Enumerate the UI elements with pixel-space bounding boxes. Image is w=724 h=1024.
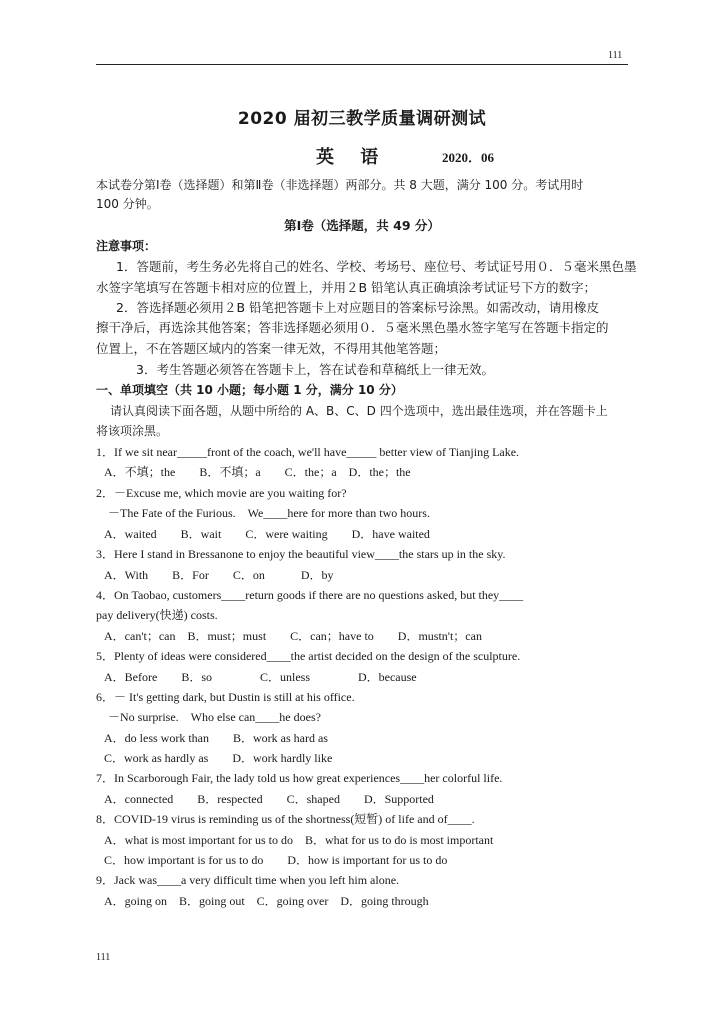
question-2-reply: －The Fate of the Furious. We____here for more than two hours. bbox=[108, 506, 430, 520]
intro-line-1: 本试卷分第Ⅰ卷（选择题）和第Ⅱ卷（非选择题）两部分。共 8 大题，满分 100 分。考试用时 bbox=[96, 178, 584, 192]
exam-date: 2020．06 bbox=[442, 150, 495, 165]
question-6-options-2: C．work as hardly as D．work hardly like bbox=[104, 751, 333, 765]
footer-page-number: 111 bbox=[96, 952, 111, 963]
question-2: 2．－Excuse me, which movie are you waiting for? bbox=[96, 486, 347, 500]
question-6: 6．－ It's getting dark, but Dustin is still at his office. bbox=[96, 690, 355, 704]
question-6-reply: －No surprise. Who else can____he does? bbox=[108, 710, 321, 724]
question-4-continued: pay delivery(快递) costs. bbox=[96, 608, 218, 622]
exam-title: 2020 届初三教学质量调研测试 bbox=[237, 109, 487, 129]
question-5-options: A．Before B．so C．unless D．because bbox=[104, 670, 417, 684]
notice-line-1: 1．答题前，考生务必先将自己的姓名、学校、考场号、座位号、考试证号用０．５毫米黑色墨 bbox=[116, 259, 637, 274]
question-6-options-1: A．do less work than B．work as hard as bbox=[104, 731, 328, 745]
question-7: 7．In Scarborough Fair, the lady told us how great experiences____her colorful life. bbox=[96, 771, 503, 785]
question-4-options: A．can't；can B．must；must C．can；have to D．mustn't；can bbox=[104, 629, 482, 643]
question-7-options: A．connected B．respected C．shaped D．Supported bbox=[104, 792, 434, 806]
intro-line-2: 100 分钟。 bbox=[96, 197, 159, 211]
question-1-options: A．不填；the B．不填；a C．the；a D．the；the bbox=[104, 465, 411, 479]
notice-line-5: 位置上，不在答题区域内的答案一律无效，不得用其他笔答题； bbox=[96, 341, 447, 356]
question-3: 3．Here I stand in Bressanone to enjoy the beautiful view____the stars up in the sky. bbox=[96, 547, 506, 561]
section1-instruction-2: 将该项涂黑。 bbox=[96, 424, 169, 438]
question-2-options: A．waited B．wait C．were waiting D．have waited bbox=[104, 527, 430, 541]
notice-line-6: 3．考生答题必须答在答题卡上，答在试卷和草稿纸上一律无效。 bbox=[136, 362, 494, 377]
question-3-options: A．With B．For C．on D．by bbox=[104, 568, 334, 582]
subject-title: 英 语 bbox=[316, 147, 389, 168]
header-rule bbox=[96, 64, 628, 65]
section1-instruction-1: 请认真阅读下面各题，从题中所给的 A、B、C、D 四个选项中，选出最佳选项，并在答题卡上 bbox=[110, 404, 608, 418]
question-1: 1．If we sit near_____front of the coach, we'll have_____ better view of Tianjing Lake. bbox=[96, 445, 520, 459]
section1-title: 一、单项填空（共 10 小题；每小题 1 分，满分 10 分） bbox=[96, 383, 403, 397]
question-8: 8．COVID-19 virus is reminding us of the shortness(短暂) of life and of____. bbox=[96, 812, 475, 826]
part1-title: 第Ⅰ卷（选择题，共 49 分） bbox=[284, 218, 440, 233]
question-9: 9．Jack was____a very difficult time when you left him alone. bbox=[96, 873, 400, 887]
question-8-options-1: A．what is most important for us to do B．what for us to do is most important bbox=[104, 833, 494, 847]
notice-line-4: 擦干净后，再选涂其他答案；答非选择题必须用０．５毫米黑色墨水签字笔写在答题卡指定的 bbox=[96, 320, 609, 335]
question-5: 5．Plenty of ideas were considered____the artist decided on the design of the sculpture. bbox=[96, 649, 521, 663]
question-4: 4．On Taobao, customers____return goods if there are no questions asked, but they____ bbox=[96, 588, 524, 602]
question-9-options: A．going on B．going out C．going over D．going through bbox=[104, 894, 429, 908]
notice-line-2: 水签字笔填写在答题卡相对应的位置上，并用２B 铅笔认真正确填涂考试证号下方的数字； bbox=[96, 280, 597, 295]
question-8-options-2: C．how important is for us to do D．how is important for us to do bbox=[104, 853, 448, 867]
notice-title: 注意事项： bbox=[96, 239, 157, 253]
notice-line-3: 2．答选择题必须用２B 铅笔把答题卡上对应题目的答案标号涂黑。如需改动，请用橡皮 bbox=[116, 300, 600, 315]
header-page-number: 111 bbox=[608, 50, 623, 61]
